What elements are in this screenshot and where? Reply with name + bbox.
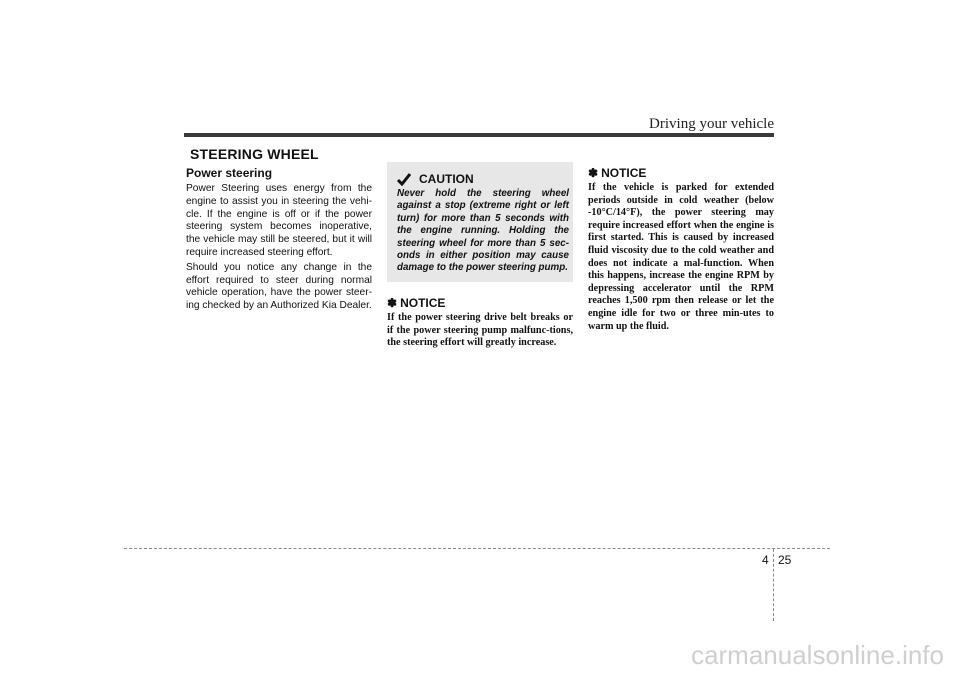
- paragraph: Power Steering uses energy from the engine to assist you in steering the vehi-cle. If the engine is off or if the power steering system becomes inoperative, the vehicle may still be steered, but it will require increased steering effort.: [186, 183, 372, 258]
- footer-rule: [124, 548, 830, 549]
- body-text: [186, 183, 372, 313]
- notice-text: If the vehicle is parked for extended periods outside in cold weather (below -10°C/14°F), the power steering may require increased effort when the engine is first started. This is caused by increased fluid viscosity due to the cold weather and does not indicate a mal-function. When this happens, increase the engine RPM by depressing accelerator until the RPM reaches 1,500 rpm then release or let the engine idle for two or three min-utes to warm up the fluid.: [588, 182, 774, 332]
- header-rule: [184, 133, 774, 137]
- notice-header: [588, 166, 774, 180]
- page-number: 25: [778, 553, 792, 567]
- notice-text: If the power steering drive belt breaks or if the power steering pump malfunc-tions, the steering effort will greatly increase.: [387, 312, 573, 349]
- caution-label: CAUTION: [419, 172, 474, 186]
- chapter-number: 4: [762, 553, 769, 567]
- caution-text: Never hold the steering wheel against a stop (extreme right or left turn) for more than 5 seconds with the engine running. Holding the steering wheel for more than 5 sec-onds in either position may cause damage to the power steering pump.: [397, 188, 569, 274]
- notice-label: NOTICE: [400, 296, 446, 310]
- section-title: STEERING WHEEL: [190, 146, 319, 162]
- notice-star-icon: ✽: [588, 166, 599, 180]
- left-column: [186, 166, 372, 315]
- caution-header: [397, 172, 474, 186]
- notice-header: [387, 296, 573, 310]
- chapter-header-title: Driving your vehicle: [649, 116, 774, 132]
- pencil-check-icon: [397, 172, 411, 186]
- notice-star-icon: ✽: [387, 296, 398, 310]
- caution-box: [387, 162, 573, 282]
- page-divider: [773, 549, 774, 621]
- subheading: Power steering: [186, 166, 273, 180]
- notice-label: NOTICE: [601, 166, 647, 180]
- notice-box: [588, 166, 774, 333]
- paragraph: Should you notice any change in the effort required to steer during normal vehicle operation, have the power steer-ing checked by an Authorized Kia Dealer.: [186, 261, 372, 312]
- notice-box: [387, 296, 573, 350]
- watermark: carmanualsonline.info: [691, 640, 944, 670]
